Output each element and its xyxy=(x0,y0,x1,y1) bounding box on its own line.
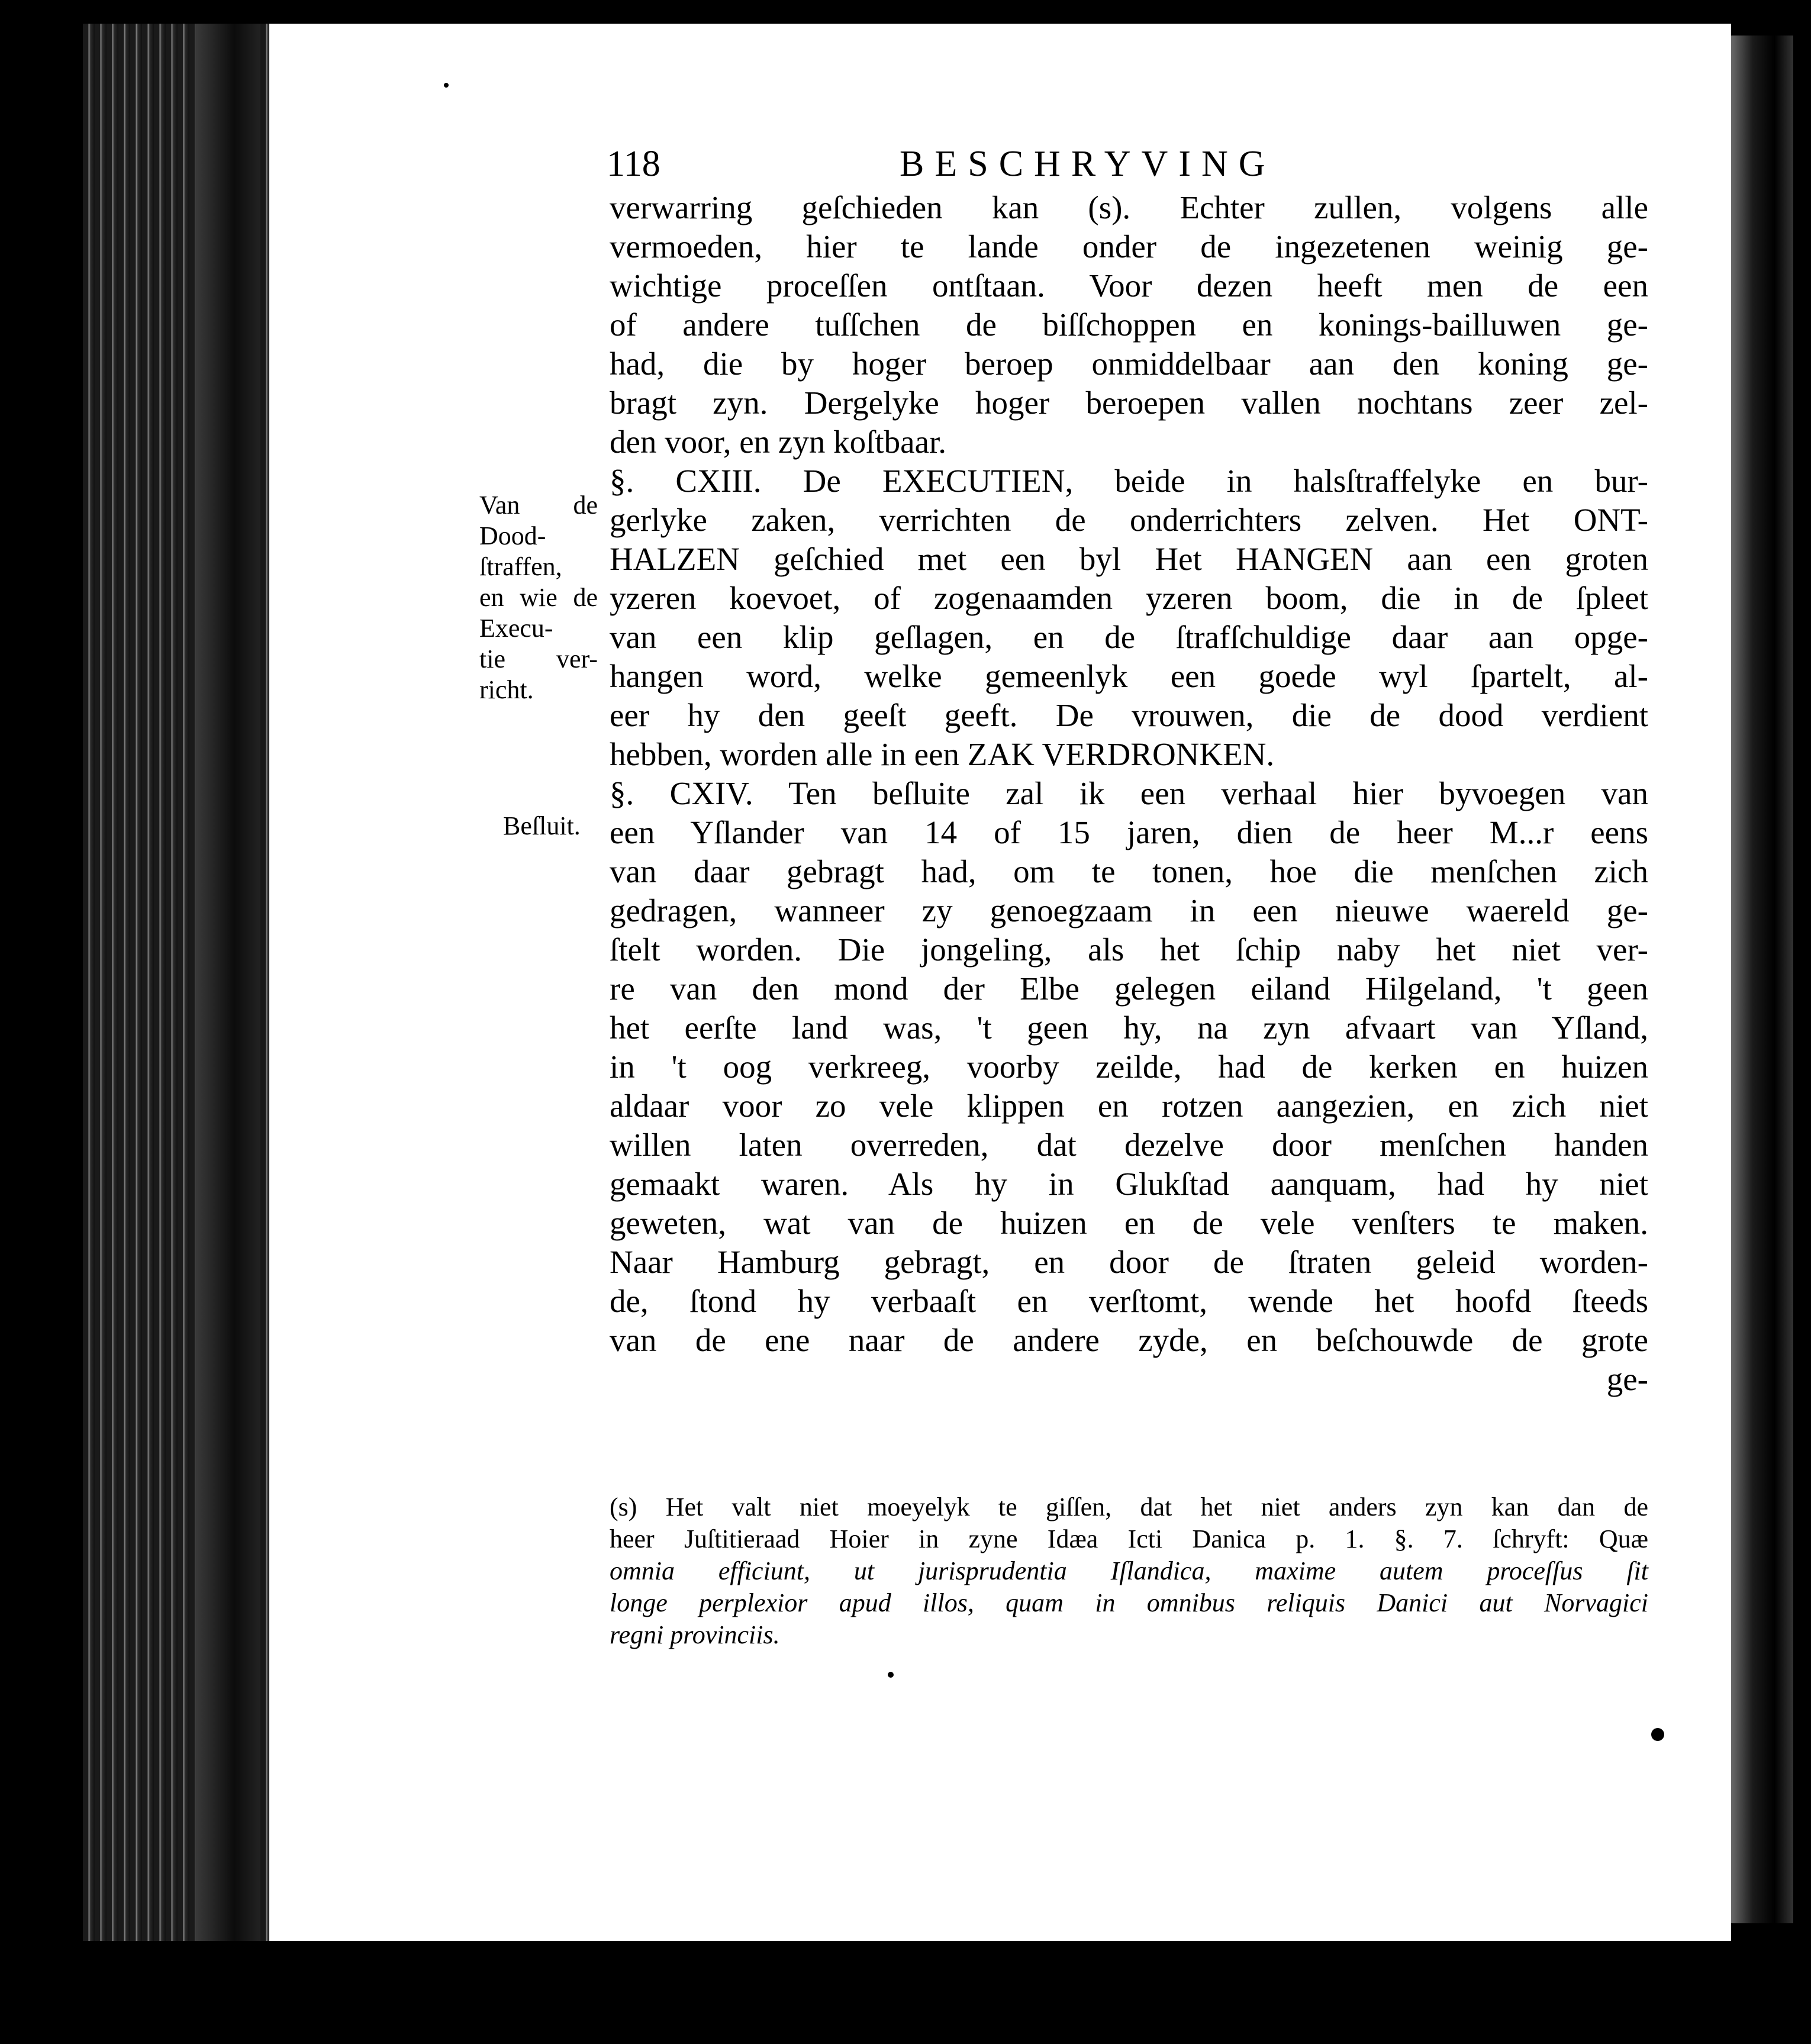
ink-speck xyxy=(1651,1728,1664,1741)
footnote-line: longe perplexior apud illos, quam in omnibus reliquis Danici aut Norvagici xyxy=(610,1588,1648,1617)
margin-note-line: en wie de xyxy=(479,583,598,612)
footnote xyxy=(610,1491,1648,1651)
text-line: gedragen, wanneer zy genoegzaam in een nieuwe waereld ge- xyxy=(610,892,1648,928)
footnote-line: omnia efficiunt, ut jurisprudentia Iſlandica, maxime autem proceſſus ſit xyxy=(610,1556,1648,1585)
text-line: aldaar voor zo vele klippen en rotzen aangezien, en zich niet xyxy=(610,1088,1648,1124)
margin-note-line: tie ver- xyxy=(479,644,598,673)
text-line: HALZEN geſchied met een byl Het HANGEN aan een groten xyxy=(610,541,1648,577)
ink-speck xyxy=(444,83,449,88)
page-number: 118 xyxy=(607,144,660,184)
text-line: van de ene naar de andere zyde, en beſchouwde de grote xyxy=(610,1322,1648,1358)
text-line: van daar gebragt had, om te tonen, hoe die menſchen zich xyxy=(610,853,1648,889)
footnote-line: regni provinciis. xyxy=(610,1620,780,1649)
text-line: §. CXIII. De EXECUTIEN, beide in halsſtraffelyke en bur- xyxy=(610,463,1648,499)
margin-note-line: richt. xyxy=(479,675,534,704)
text-line: bragt zyn. Dergelyke hoger beroepen vallen nochtans zeer zel- xyxy=(610,385,1648,421)
catchword: ge- xyxy=(1606,1361,1648,1397)
text-line: gemaakt waren. Als hy in Glukſtad aanquam, had hy niet xyxy=(610,1166,1648,1202)
text-line: den voor, en zyn koſtbaar. xyxy=(610,424,947,460)
text-line: eer hy den geeſt geeft. De vrouwen, die de dood verdient xyxy=(610,697,1648,733)
text-line: of andere tuſſchen de biſſchoppen en konings-bailluwen ge- xyxy=(610,307,1648,343)
margin-note-line: Beſluit. xyxy=(503,811,581,840)
text-line: in 't oog verkreeg, voorby zeilde, had de kerken en huizen xyxy=(610,1049,1648,1085)
margin-note-doodstraffen xyxy=(479,490,598,705)
text-line: verwarring geſchieden kan (s). Echter zullen, volgens alle xyxy=(610,189,1648,225)
text-line: willen laten overreden, dat dezelve door menſchen handen xyxy=(610,1127,1648,1163)
text-line: wichtige proceſſen ontſtaan. Voor dezen heeft men de een xyxy=(610,267,1648,304)
text-line: van een klip geſlagen, en de ſtrafſchuldige daar aan opge- xyxy=(610,619,1648,655)
text-line: §. CXIV. Ten beſluite zal ik een verhaal hier byvoegen van xyxy=(610,775,1648,811)
main-text xyxy=(610,188,1648,1399)
ink-speck xyxy=(888,1672,894,1678)
text-line: gerlyke zaken, verrichten de onderrichters zelven. Het ONT- xyxy=(610,502,1648,538)
text-line: had, die by hoger beroep onmiddelbaar aan den koning ge- xyxy=(610,346,1648,382)
text-line: Naar Hamburg gebragt, en door de ſtraten geleid worden- xyxy=(610,1244,1648,1280)
text-line: vermoeden, hier te lande onder de ingezetenen weinig ge- xyxy=(610,228,1648,265)
page-right-edge xyxy=(1731,36,1793,1923)
page-header xyxy=(607,143,1400,185)
text-line: re van den mond der Elbe gelegen eiland Hilgeland, 't geen xyxy=(610,971,1648,1007)
text-line: het eerſte land was, 't geen hy, na zyn afvaart van Yſland, xyxy=(610,1010,1648,1046)
footnote-line: heer Juſtitieraad Hoier in zyne Idæa Icti Danica p. 1. §. 7. ſchryft: Quæ xyxy=(610,1524,1648,1553)
margin-note-line: Van de xyxy=(479,491,598,520)
text-line: hangen word, welke gemeenlyk een goede wyl ſpartelt, al- xyxy=(610,658,1648,694)
text-line: yzeren koevoet, of zogenaamden yzeren boom, die in de ſpleet xyxy=(610,580,1648,616)
footnote-line: (s) Het valt niet moeyelyk te giſſen, dat het niet anders zyn kan dan de xyxy=(610,1492,1648,1521)
text-line: ſtelt worden. Die jongeling, als het ſchip naby het niet ver- xyxy=(610,931,1648,968)
text-line: geweten, wat van de huizen en de vele venſters te maken. xyxy=(610,1205,1648,1241)
margin-note-besluit xyxy=(503,811,607,842)
text-line: een Yſlander van 14 of 15 jaren, dien de heer M...r eens xyxy=(610,814,1648,850)
text-line: de, ſtond hy verbaaſt en verſtomt, wende het hoofd ſteeds xyxy=(610,1283,1648,1319)
book-gutter-shadow xyxy=(195,24,260,1941)
text-line: hebben, worden alle in een ZAK VERDRONKEN. xyxy=(610,736,1275,772)
margin-note-line: Execu- xyxy=(479,614,553,643)
margin-note-line: ſtraffen, xyxy=(479,552,562,581)
running-head: BESCHRYVING xyxy=(900,144,1276,184)
margin-note-line: Dood- xyxy=(479,521,546,550)
